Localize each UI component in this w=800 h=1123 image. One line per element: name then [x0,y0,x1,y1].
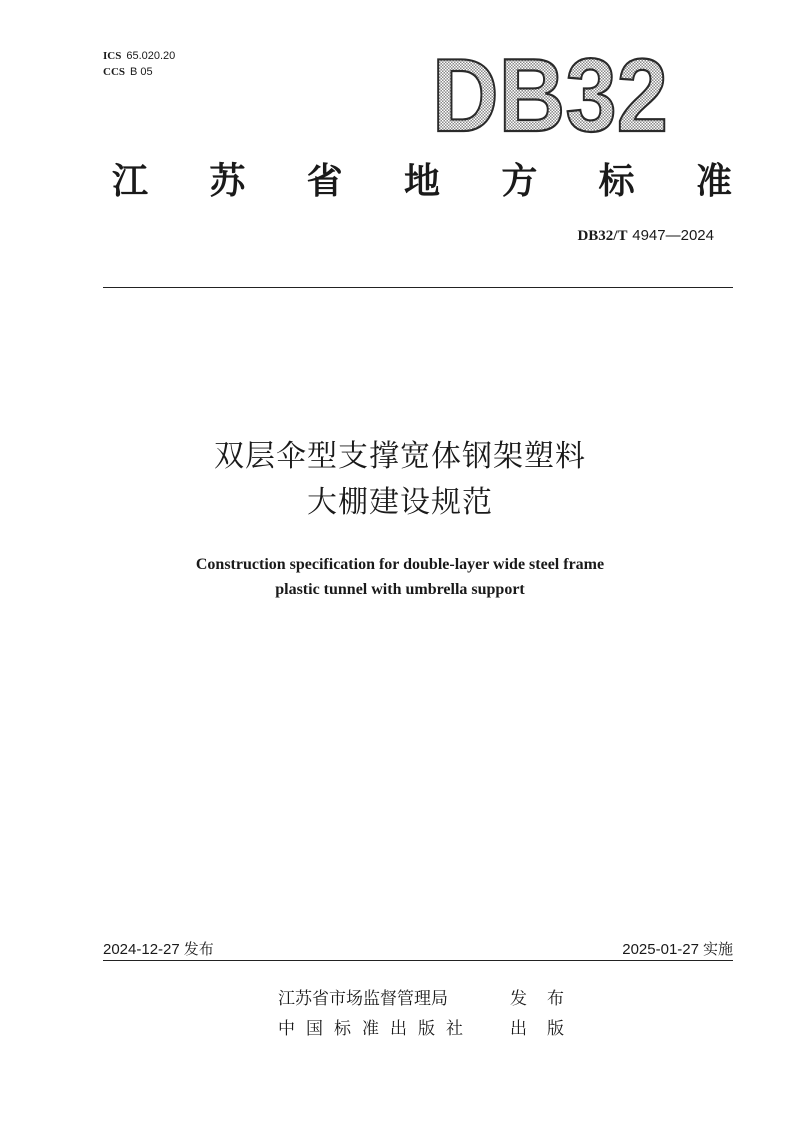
standard-number-prefix: DB32/T [577,228,628,244]
ics-row [103,48,175,64]
standard-type-char: 方 [501,161,538,202]
chinese-title-line-2: 大棚建设规范 [307,485,493,520]
chinese-title [0,434,800,526]
standard-type-char: 地 [403,161,440,202]
ics-code: 65.020.20 [126,50,176,62]
effective-date: 2025-01-27 [622,941,699,958]
standard-type-char: 准 [695,161,732,202]
publisher-org: 江苏省市场监督管理局 [278,989,448,1009]
standard-type-char: 苏 [209,161,246,202]
effective-date-block [622,938,733,959]
english-title-line-1: Construction specification for double-layer wide steel frame [195,556,605,573]
ccs-row [103,64,175,80]
standard-type-char: 省 [306,161,343,202]
standard-type-char: 标 [598,161,635,202]
effective-label: 实施 [702,940,733,958]
press-role: 出版 [510,1019,584,1039]
press-org: 中国标准出版社 [278,1019,474,1039]
issue-date-block [103,938,214,959]
ics-label: ICS [103,50,122,62]
standard-type-heading [112,158,732,206]
ccs-code: B 05 [130,66,153,78]
db32-logo [430,38,670,154]
publisher-line [278,984,584,1014]
classification-codes [103,48,175,80]
standard-number-digits: 4947—2024 [632,227,714,244]
standard-number [577,226,714,245]
ccs-label: CCS [103,66,126,78]
standard-type-char: 江 [112,161,149,202]
publisher-role: 发布 [510,989,584,1009]
bottom-divider [103,960,733,961]
press-line [278,1014,584,1044]
english-title [0,552,800,602]
issuers-block [278,984,584,1044]
english-title-line-2: plastic tunnel with umbrella support [275,581,525,598]
dates-row [103,938,733,959]
issue-label: 发布 [183,940,214,958]
db32-logo-graphic [430,38,670,154]
issue-date: 2024-12-27 [103,941,180,958]
db32-logo-text: DB32 [432,38,668,154]
top-divider [103,287,733,288]
chinese-title-line-1: 双层伞型支撑宽体钢架塑料 [214,439,586,474]
